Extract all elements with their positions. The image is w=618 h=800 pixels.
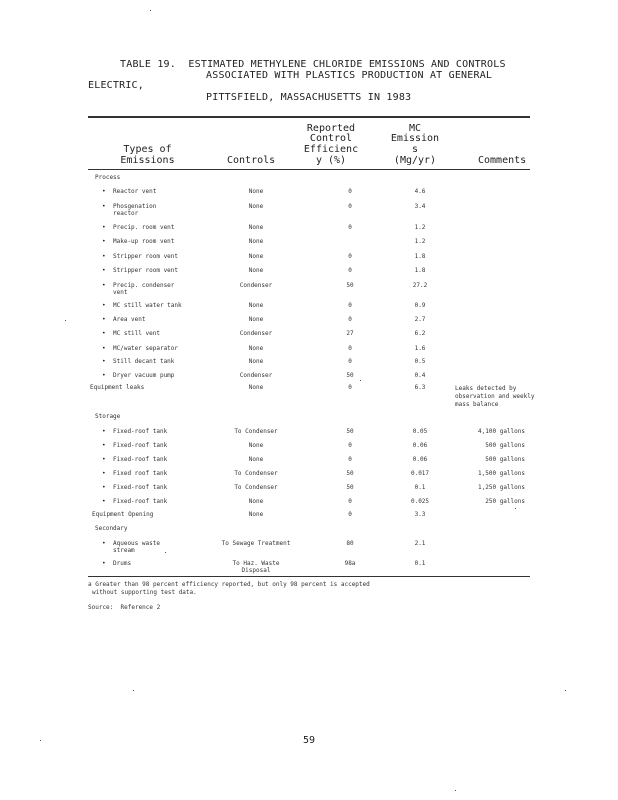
- scan-speck: [40, 740, 41, 741]
- process-row-emissions: 3.4: [414, 203, 426, 210]
- process-row-control: None: [248, 345, 264, 352]
- process-row-emissions: 1.2: [414, 238, 426, 245]
- process-row-name: Make-up room vent: [113, 238, 175, 245]
- scan-speck: [455, 790, 456, 791]
- storage-row-comment: 1,250 gallons: [478, 484, 525, 491]
- footnote-line-1: a Greater than 98 percent efficiency reported, but only 98 percent is accepted: [88, 581, 370, 588]
- storage-row-efficiency: 50: [346, 470, 354, 477]
- scan-speck: [150, 10, 151, 11]
- storage-row-emissions: 0.025: [410, 498, 430, 505]
- equipment-leaks-label: Equipment leaks: [90, 384, 145, 391]
- process-row-emissions: 0.5: [414, 358, 426, 365]
- secondary-row-control-cont: Disposal: [241, 567, 271, 574]
- process-row-control: None: [248, 302, 264, 309]
- equipment-leaks-comment-l2: observation and weekly: [455, 393, 535, 400]
- process-row-control: None: [248, 188, 264, 195]
- process-row-emissions: 1.8: [414, 267, 426, 274]
- storage-row-name: Fixed-roof tank: [113, 484, 168, 491]
- process-row-name-cont: vent: [113, 289, 128, 296]
- process-row-efficiency: 0: [348, 224, 352, 231]
- storage-row-comment: 250 gallons: [485, 498, 525, 505]
- storage-row-name: Fixed-roof tank: [113, 428, 168, 435]
- storage-row-comment: 500 gallons: [485, 456, 525, 463]
- process-row-control: None: [248, 267, 264, 274]
- process-row-name: MC still vent: [113, 330, 160, 337]
- footnote-line-2: without supporting test data.: [92, 589, 197, 596]
- process-row-name: Dryer vacuum pump: [113, 372, 175, 379]
- secondary-row-control: To Sewage Treatment: [221, 540, 291, 547]
- bullet-icon: •: [102, 498, 106, 505]
- equipment-leaks-comment-l1: Leaks detected by: [455, 385, 517, 392]
- process-row-emissions: 1.8: [414, 253, 426, 260]
- storage-row-control: None: [248, 456, 264, 463]
- process-row-efficiency: 0: [348, 302, 352, 309]
- process-row-name: Precip. room vent: [113, 224, 175, 231]
- table-title-line-1: TABLE 19. ESTIMATED METHYLENE CHLORIDE EMISSIONS AND CONTROLS: [120, 59, 506, 70]
- storage-row-name: Fixed-roof tank: [113, 442, 168, 449]
- process-row-name: Stripper room vent: [113, 253, 179, 260]
- secondary-row-name: Aqueous waste: [113, 540, 160, 547]
- storage-row-control: To Condenser: [234, 470, 278, 477]
- storage-row-emissions: 0.1: [414, 484, 426, 491]
- equipment-opening-emissions: 3.3: [414, 511, 426, 518]
- process-row-control: None: [248, 253, 264, 260]
- bullet-icon: •: [102, 253, 106, 260]
- bullet-icon: •: [102, 282, 106, 289]
- bullet-icon: •: [102, 302, 106, 309]
- secondary-row-efficiency: 80: [346, 540, 354, 547]
- process-row-efficiency: 50: [346, 282, 354, 289]
- bullet-icon: •: [102, 428, 106, 435]
- scan-speck: [565, 690, 566, 691]
- process-row-control: Condenser: [239, 282, 273, 289]
- storage-row-comment: 4,100 gallons: [478, 428, 525, 435]
- process-row-name: Precip. condenser: [113, 282, 175, 289]
- top-rule: [88, 116, 530, 118]
- storage-row-efficiency: 0: [348, 442, 352, 449]
- header-efficiency-l1: Reported: [306, 123, 356, 134]
- storage-row-name: Fixed-roof tank: [113, 456, 168, 463]
- secondary-row-efficiency: 98a: [344, 560, 356, 567]
- table-title-line-3: PITTSFIELD, MASSACHUSETTS IN 1983: [206, 92, 412, 103]
- storage-row-efficiency: 0: [348, 456, 352, 463]
- process-row-name: MC still water tank: [113, 302, 182, 309]
- bullet-icon: •: [102, 372, 106, 379]
- scan-speck: [65, 320, 66, 321]
- process-row-name-cont: reactor: [113, 210, 139, 217]
- header-emissions-l4: (Mg/yr): [393, 155, 437, 166]
- process-row-name: Reactor vent: [113, 188, 157, 195]
- process-row-name: Still decant tank: [113, 358, 175, 365]
- process-row-emissions: 4.6: [414, 188, 426, 195]
- scan-speck: [515, 508, 516, 509]
- secondary-row-name-cont: stream: [113, 547, 135, 554]
- storage-row-efficiency: 0: [348, 498, 352, 505]
- header-efficiency-l3: Efficienc: [303, 144, 359, 155]
- storage-row-efficiency: 50: [346, 428, 354, 435]
- storage-row-emissions: 0.06: [412, 456, 428, 463]
- equipment-leaks-comment-l3: mass balance: [455, 401, 499, 408]
- process-row-efficiency: 0: [348, 316, 352, 323]
- scan-speck: [133, 690, 134, 691]
- process-row-emissions: 0.4: [414, 372, 426, 379]
- bullet-icon: •: [102, 484, 106, 491]
- source-note: Source: Reference 2: [88, 604, 161, 611]
- bottom-rule: [88, 576, 530, 577]
- process-row-efficiency: 50: [346, 372, 354, 379]
- process-row-emissions: 1.2: [414, 224, 426, 231]
- process-row-control: None: [248, 224, 264, 231]
- process-row-emissions: 1.6: [414, 345, 426, 352]
- storage-row-efficiency: 50: [346, 484, 354, 491]
- bullet-icon: •: [102, 470, 106, 477]
- storage-row-control: To Condenser: [234, 484, 278, 491]
- header-rule: [88, 169, 530, 170]
- process-row-efficiency: 0: [348, 267, 352, 274]
- header-emissions-l2: Emission: [390, 133, 440, 144]
- equipment-leaks-control: None: [248, 384, 264, 391]
- process-row-control: None: [248, 238, 264, 245]
- process-row-name: Area vent: [113, 316, 146, 323]
- bullet-icon: •: [102, 188, 106, 195]
- process-row-efficiency: 0: [348, 203, 352, 210]
- scan-speck: [360, 380, 361, 381]
- equipment-leaks-efficiency: 0: [348, 384, 352, 391]
- storage-row-comment: 1,500 gallons: [478, 470, 525, 477]
- process-row-efficiency: 0: [348, 253, 352, 260]
- header-type-l2: Emissions: [120, 155, 175, 166]
- process-row-name: Phosgenation: [113, 203, 157, 210]
- storage-row-control: None: [248, 498, 264, 505]
- process-row-emissions: 2.7: [414, 316, 426, 323]
- header-type-l1: Types of: [123, 144, 172, 155]
- storage-row-emissions: 0.017: [410, 470, 430, 477]
- header-emissions-l1: MC: [408, 123, 422, 134]
- process-row-emissions: 0.9: [414, 302, 426, 309]
- bullet-icon: •: [102, 345, 106, 352]
- secondary-row-emissions: 2.1: [414, 540, 426, 547]
- process-row-emissions: 27.2: [412, 282, 428, 289]
- header-emissions-l3: s: [411, 144, 419, 155]
- process-row-name: MC/water separator: [113, 345, 179, 352]
- header-comments: Comments: [478, 155, 527, 166]
- equipment-leaks-emissions: 6.3: [414, 384, 426, 391]
- page-number: 59: [303, 735, 316, 746]
- equipment-opening-label: Equipment Opening: [92, 511, 154, 518]
- bullet-icon: •: [102, 330, 106, 337]
- bullet-icon: •: [102, 238, 106, 245]
- bullet-icon: •: [102, 442, 106, 449]
- storage-row-emissions: 0.06: [412, 442, 428, 449]
- table-title-line-2: ASSOCIATED WITH PLASTICS PRODUCTION AT GENERAL: [206, 70, 493, 81]
- process-row-control: None: [248, 316, 264, 323]
- process-row-control: Condenser: [239, 372, 273, 379]
- bullet-icon: •: [102, 224, 106, 231]
- process-row-efficiency: 0: [348, 358, 352, 365]
- header-efficiency-l2: Control: [309, 133, 353, 144]
- section-process: Process: [95, 174, 121, 181]
- table-title-line-2b: ELECTRIC,: [88, 80, 144, 91]
- secondary-row-control: To Haz. Waste: [232, 560, 280, 567]
- secondary-row-name: Drums: [113, 560, 132, 567]
- secondary-row-emissions: 0.1: [414, 560, 426, 567]
- storage-row-control: To Condenser: [234, 428, 278, 435]
- scan-speck: [165, 552, 166, 553]
- process-row-emissions: 6.2: [414, 330, 426, 337]
- section-secondary: Secondary: [95, 525, 128, 532]
- process-row-efficiency: 27: [346, 330, 354, 337]
- bullet-icon: •: [102, 540, 106, 547]
- bullet-icon: •: [102, 560, 106, 567]
- storage-row-name: Fixed-roof tank: [113, 498, 168, 505]
- section-storage: Storage: [95, 413, 121, 420]
- header-efficiency-l4: y (%): [315, 155, 347, 166]
- process-row-efficiency: 0: [348, 345, 352, 352]
- storage-row-control: None: [248, 442, 264, 449]
- process-row-efficiency: 0: [348, 188, 352, 195]
- header-controls: Controls: [227, 155, 276, 166]
- bullet-icon: •: [102, 358, 106, 365]
- process-row-control: None: [248, 358, 264, 365]
- storage-row-emissions: 0.05: [412, 428, 428, 435]
- bullet-icon: •: [102, 267, 106, 274]
- process-row-control: None: [248, 203, 264, 210]
- equipment-opening-efficiency: 0: [348, 511, 352, 518]
- storage-row-name: Fixed roof tank: [113, 470, 168, 477]
- storage-row-comment: 500 gallons: [485, 442, 525, 449]
- bullet-icon: •: [102, 316, 106, 323]
- equipment-opening-control: None: [248, 511, 264, 518]
- process-row-control: Condenser: [239, 330, 273, 337]
- process-row-name: Stripper room vent: [113, 267, 179, 274]
- bullet-icon: •: [102, 203, 106, 210]
- bullet-icon: •: [102, 456, 106, 463]
